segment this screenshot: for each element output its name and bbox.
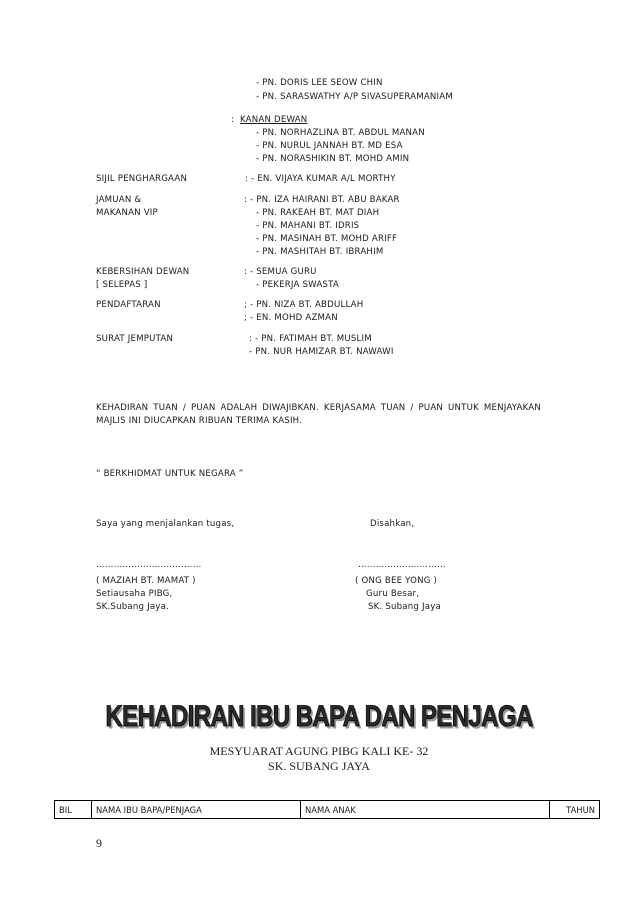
kanan-dewan-name-2: - PN. NURUL JANNAH BT. MD ESA xyxy=(256,141,403,151)
jamuan-name-4: - PN. MASINAH BT. MOHD ARIFF xyxy=(256,234,398,244)
col-tahun: TAHUN xyxy=(550,801,600,819)
page-number: 9 xyxy=(96,836,102,850)
sign-left-intro: Saya yang menjalankan tugas, xyxy=(96,519,235,529)
sign-left-title: Setiausaha PIBG, xyxy=(96,589,173,599)
jamuan-name-5: - PN. MASHITAH BT. IBRAHIM xyxy=(256,247,384,257)
sijil-name-1: : - EN. VIJAYA KUMAR A/L MORTHY xyxy=(245,174,396,184)
kebersihan-name-2: - PEKERJA SWASTA xyxy=(256,280,339,290)
surat-name-1: : - PN. FATIMAH BT. MUSLIM xyxy=(249,334,372,344)
jamuan-name-1: : - PN. IZA HAIRANI BT. ABU BAKAR xyxy=(244,195,400,205)
sijil-label: SIJIL PENGHARGAAN xyxy=(96,174,188,184)
sign-right-intro: Disahkan, xyxy=(370,519,415,529)
jamuan-label-1: JAMUAN & xyxy=(96,195,142,205)
jamuan-name-2: - PN. RAKEAH BT. MAT DIAH xyxy=(256,208,380,218)
sign-left-line: ……………………………… xyxy=(96,560,202,570)
pendaftaran-name-2: ; - EN. MOHD AZMAN xyxy=(244,313,338,323)
school-name: SK. SUBANG JAYA xyxy=(268,759,370,773)
kanan-dewan-prefix: : xyxy=(231,115,235,125)
kebersihan-name-1: : - SEMUA GURU xyxy=(244,267,317,277)
sign-right-title: Guru Besar, xyxy=(366,589,420,599)
sign-right-line: ………………………… xyxy=(358,560,446,570)
surat-name-2: - PN. NUR HAMIZAR BT. NAWAWI xyxy=(249,347,394,357)
col-bil: BIL xyxy=(55,801,92,819)
col-nama-anak: NAMA ANAK xyxy=(301,801,550,819)
sign-right-org: SK. Subang Jaya xyxy=(368,602,441,612)
kebersihan-label-2: [ SELEPAS ] xyxy=(96,280,148,290)
top-name-1: - PN. DORIS LEE SEOW CHIN xyxy=(256,78,383,88)
kanan-dewan-name-1: - PN. NORHAZLINA BT. ABDUL MANAN xyxy=(256,128,425,138)
sign-right-name: ( ONG BEE YONG ) xyxy=(355,576,438,586)
motto: “ BERKHIDMAT UNTUK NEGARA ” xyxy=(96,469,244,479)
attendance-banner: KEHADIRAN IBU BAPA DAN PENJAGA xyxy=(105,699,533,734)
col-nama-ibu-bapa: NAMA IBU BAPA/PENJAGA xyxy=(92,801,301,819)
sign-left-name: ( MAZIAH BT. MAMAT ) xyxy=(96,576,196,586)
kanan-dewan-name-3: - PN. NORASHIKIN BT. MOHD AMIN xyxy=(256,154,410,164)
meeting-title: MESYUARAT AGUNG PIBG KALI KE- 32 xyxy=(209,744,429,758)
jamuan-name-3: - PN. MAHANI BT. IDRIS xyxy=(256,221,360,231)
attendance-table xyxy=(54,800,600,819)
top-name-2: - PN. SARASWATHY A/P SIVASUPERAMANIAM xyxy=(256,92,453,102)
sign-left-org: SK.Subang Jaya. xyxy=(96,602,169,612)
surat-label: SURAT JEMPUTAN xyxy=(96,334,174,344)
kanan-dewan-label: KANAN DEWAN xyxy=(240,115,308,125)
table-header-row xyxy=(55,801,600,819)
pendaftaran-name-1: ; - PN. NIZA BT. ABDULLAH xyxy=(244,300,364,310)
jamuan-label-2: MAKANAN VIP xyxy=(96,208,158,218)
attendance-paragraph: KEHADIRAN TUAN / PUAN ADALAH DIWAJIBKAN. KERJASAMA TUAN / PUAN UNTUK MENJAYAKAN MAJLIS INI DIUCAPKAN RIBUAN TERIMA KASIH. xyxy=(96,403,541,426)
kebersihan-label-1: KEBERSIHAN DEWAN xyxy=(96,267,190,277)
pendaftaran-label: PENDAFTARAN xyxy=(96,300,161,310)
